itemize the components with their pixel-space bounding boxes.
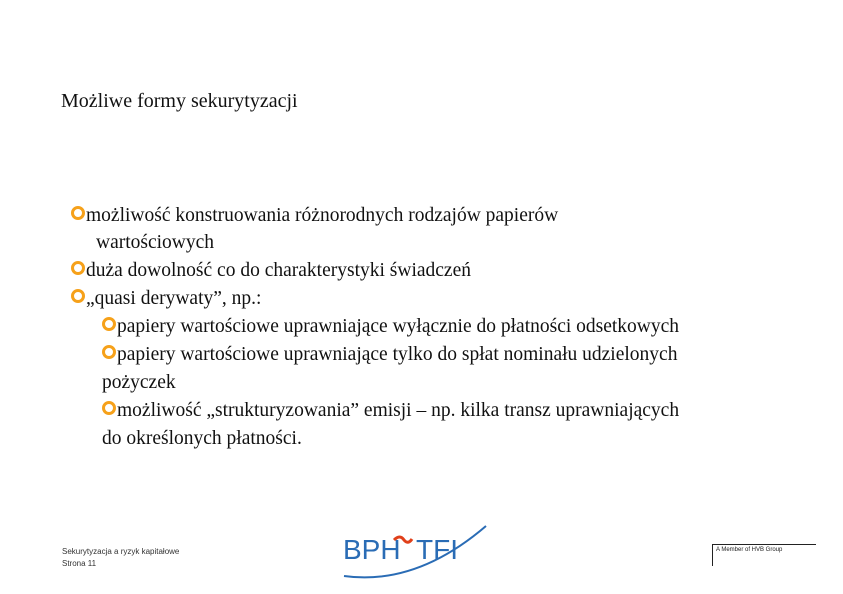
hvb-group-label: A Member of HVB Group xyxy=(712,544,816,566)
list-item: możliwość „strukturyzowania” emisji – np. kilka transz uprawniających xyxy=(102,399,679,423)
circle-bullet-icon xyxy=(71,261,85,275)
slide-title: Możliwe formy sekurytyzacji xyxy=(61,90,298,112)
logo-text-tfi: TFI xyxy=(416,534,458,565)
circle-bullet-icon xyxy=(102,317,116,331)
list-item: wartościowych xyxy=(96,232,215,253)
circle-bullet-icon xyxy=(102,401,116,415)
footer-presentation-title: Sekurytyzacja a ryzyk kapitałowe xyxy=(62,547,180,556)
circle-bullet-icon xyxy=(102,345,116,359)
bph-tfi-logo xyxy=(336,520,496,582)
list-item: możliwość konstruowania różnorodnych rodzajów papierów xyxy=(71,204,558,228)
footer-left xyxy=(62,546,179,570)
list-item: duża dowolność co do charakterystyki świadczeń xyxy=(71,259,471,283)
logo-text-bph: BPH xyxy=(343,534,401,565)
circle-bullet-icon xyxy=(71,289,85,303)
circle-bullet-icon xyxy=(71,206,85,220)
footer-page-number: Strona 11 xyxy=(62,559,97,568)
list-item: „quasi derywaty”, np.: xyxy=(71,287,261,311)
list-item: papiery wartościowe uprawniające tylko do spłat nominału udzielonych xyxy=(102,343,677,367)
list-item: pożyczek xyxy=(102,372,176,393)
list-item: do określonych płatności. xyxy=(102,428,302,449)
list-item: papiery wartościowe uprawniające wyłącznie do płatności odsetkowych xyxy=(102,315,679,339)
